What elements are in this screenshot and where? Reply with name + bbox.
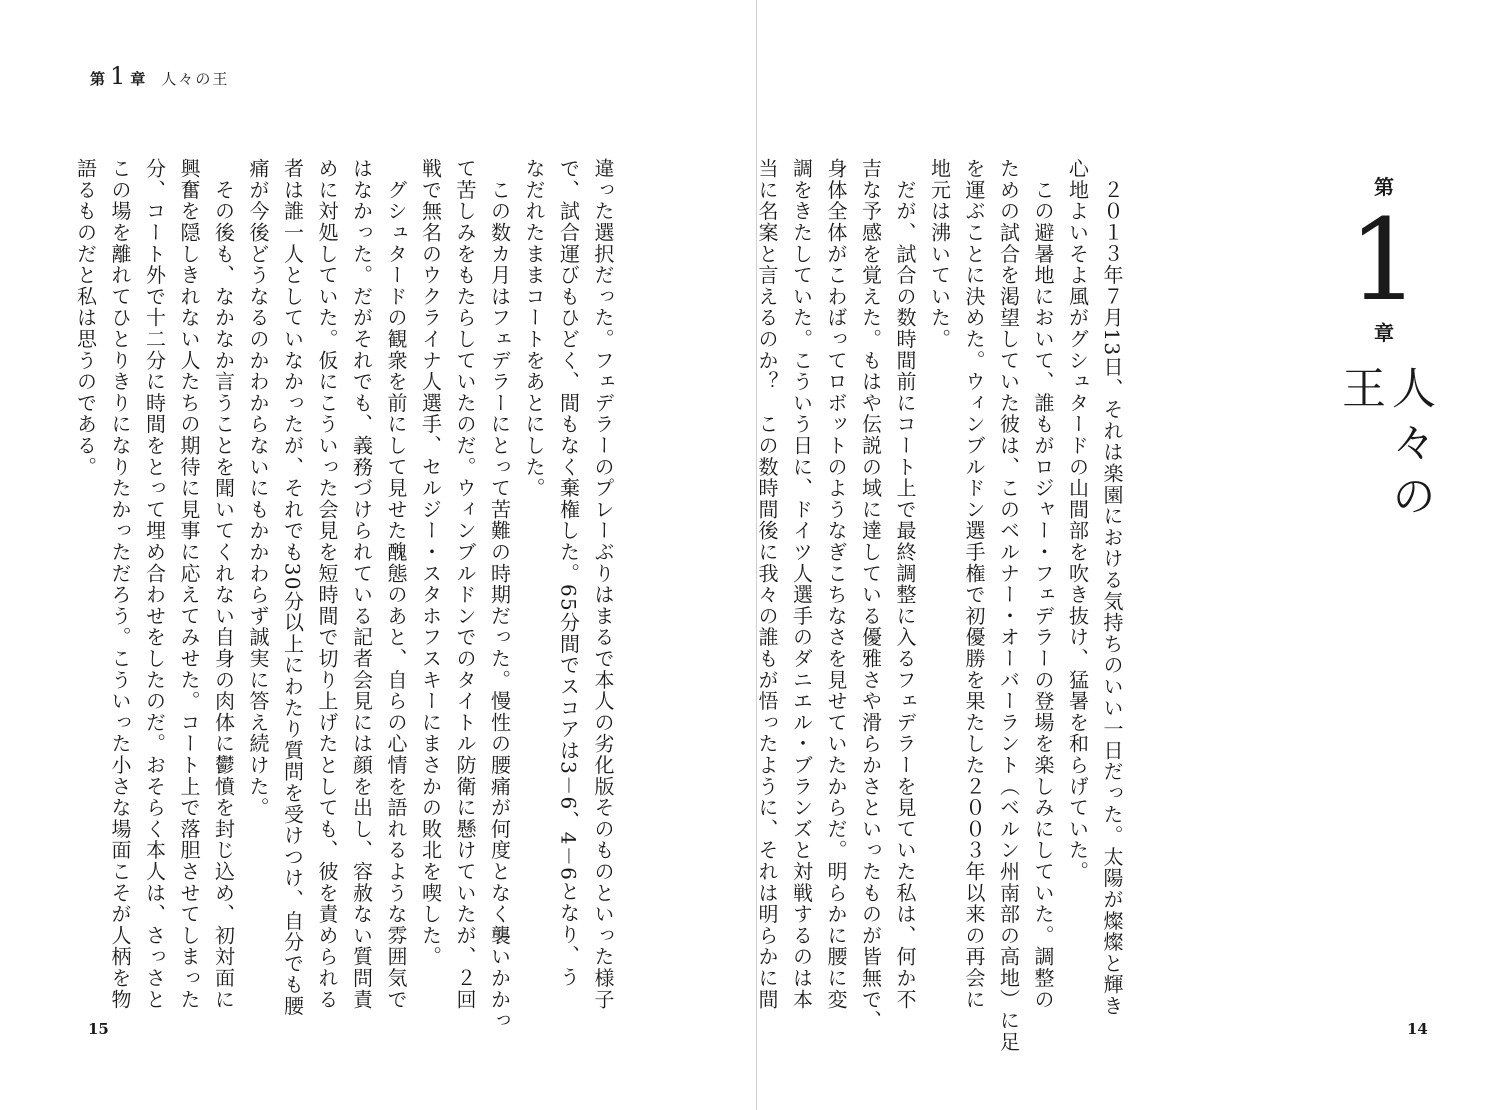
text-line: 心地よいそよ風がグシュタードの山間部を吹き抜け、猛暑を和らげていた。 — [1065, 158, 1090, 883]
text-line: この場を離れてひとりきりになりたかっただろう。こういった小さな場面こそが人柄を物 — [108, 158, 132, 1010]
running-head-title: 人々の王 — [161, 70, 230, 88]
text-line: めに対処していた。仮にこういった会見を短時間で切り上げたとしても、彼を責められる — [315, 158, 339, 1010]
chapter-title: 人々の王 — [1334, 365, 1435, 527]
text-line: この数カ月はフェデラーにとって苦難の時期だった。慢性の腰痛が何度となく襲いかかっ — [487, 158, 512, 1032]
running-head-chapter-number: 1 — [110, 62, 128, 90]
text-line: その後も、なかなか言うことを聞いてくれない自身の肉体に鬱憤を封じ込め、初対面に — [211, 158, 236, 1010]
text-line: だが、試合の数時間前にコート上で最終調整に入るフェデラーを見ていた私は、何か不 — [893, 158, 917, 1010]
text-line: て苦しみをもたらしていたのだ。ウィンブルドンでのタイトル防衛に懸けていたが、２回 — [453, 158, 477, 1010]
text-line: グシュタードの観衆を前にして見せた醜態のあと、自らの心情を語れるような雰囲気で — [384, 158, 408, 1010]
text-line: で、試合運びもひどく、間もなく棄権した。65分間でスコアは3－6、4－6となり、う — [556, 158, 581, 988]
text-line: この避暑地において、誰もがロジャー・フェデラーの登場を楽しみにしていた。調整の — [1031, 158, 1055, 1010]
text-line: を運ぶことに決めた。ウィンブルドン選手権で初優勝を果たした２００３年以来の再会に — [962, 158, 986, 1010]
page-number-left: 15 — [88, 1020, 109, 1038]
running-head — [90, 62, 229, 90]
page-14 — [757, 0, 1512, 1110]
text-line: 違った選択だった。フェデラーのプレーぶりはまるで本人の劣化版そのものといった様子 — [591, 158, 615, 1010]
text-line: なだれたままコートをあとにした。 — [522, 158, 546, 499]
running-head-prefix: 第 — [90, 70, 108, 88]
text-line: 地元は沸いていた。 — [927, 158, 952, 350]
text-line: 吉な予感を覚えた。もはや伝説の域に達している優雅さや滑らかさといったものが皆無で、 — [858, 158, 883, 1032]
text-line: 身体全体がこわばってロボットのようなぎこちなさを見せていたからだ。明らかに腰に変 — [824, 158, 848, 1010]
text-line: ２０１３年７月13日、それは楽園における気持ちのいい一日だった。太陽が燦燦と輝き — [1100, 158, 1124, 1017]
text-line: 分、コート外で十二分に時間をとって埋め合わせをしたのだ。おそらく本人は、さっさと — [142, 158, 167, 1010]
text-line: 調をきたしていた。こういう日に、ドイツ人選手のダニエル・ブランズと対戦するのは本 — [789, 158, 814, 1010]
chapter-prefix: 第 — [1374, 175, 1394, 199]
text-line: 興奮を隠しきれない人たちの期待に見事に応えてみせた。コート上で落胆させてしまった — [177, 158, 201, 1010]
page-number-right: 14 — [1407, 1020, 1428, 1038]
text-line: ための試合を渇望していた彼は、このベルナー・オーバーラント（ベルン州南部の高地）に足 — [996, 158, 1021, 1053]
running-head-suffix: 章 — [130, 70, 148, 88]
text-line: 当に名案と言えるのか？ この数時間後に我々の誰もが悟ったように、それは明らかに間 — [755, 158, 779, 1010]
chapter-number: 1 — [1348, 196, 1420, 326]
text-line: 者は誰一人としていなかったが、それでも30分以上にわたり質問を受けつけ、自分でも腰 — [280, 158, 305, 1017]
text-line: 戦で無名のウクライナ人選手、セルジー・スタホフスキーにまさかの敗北を喫した。 — [418, 158, 443, 968]
text-line: 語るものだと私は思うのである。 — [73, 158, 98, 478]
text-line: 痛が今後どうなるのかわからないにもかかわらず誠実に答え続けた。 — [246, 158, 270, 819]
body-text-right — [755, 158, 1129, 1053]
text-line: はなかった。だがそれでも、義務づけられている記者会見には顔を出し、容赦ない質問責 — [349, 158, 374, 1010]
chapter-suffix: 章 — [1374, 321, 1394, 345]
chapter-heading — [1334, 175, 1435, 535]
